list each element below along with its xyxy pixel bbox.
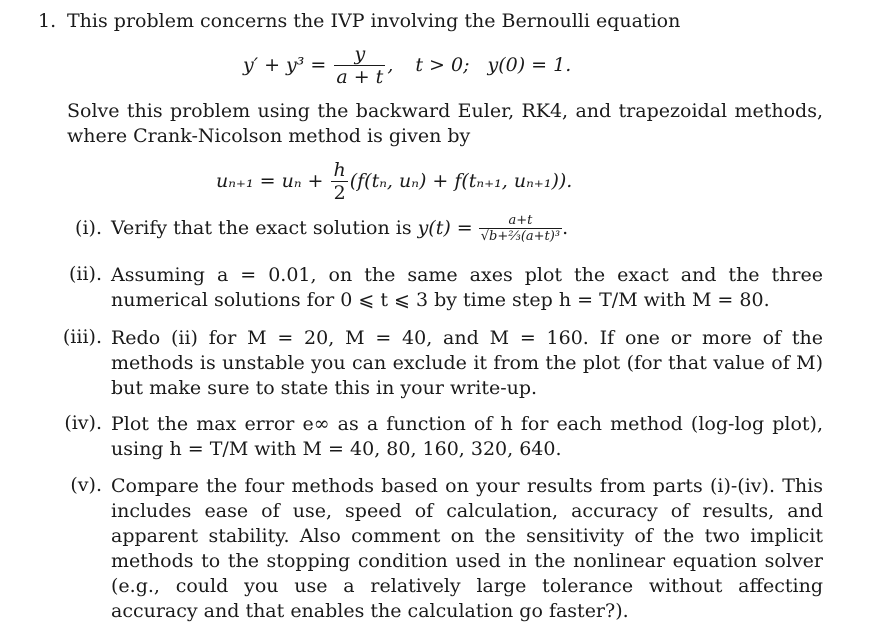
exact-end: . (562, 217, 569, 239)
ivp-frac-den: a + t (336, 65, 384, 88)
ivp-frac-num: y (334, 43, 385, 66)
item-text: Assuming a = 0.01, on the same axes plot the exact and the three numerical solutions for 0 ⩽ t ⩽ 3 by time step h = T/M with M = 80. (111, 264, 823, 311)
item-label: (iv). (64, 412, 102, 434)
cn-rhs: (f(tₙ, uₙ) + f(tₙ₊₁, uₙ₊₁)). (349, 170, 573, 192)
exact-lhs: y(t) = (417, 217, 473, 239)
ivp-cond-init: y(0) = 1. (487, 54, 572, 76)
problem-intro: This problem concerns the IVP involving the Bernoulli equation (67, 10, 681, 32)
exact-fraction (479, 213, 562, 244)
problem-number: 1. (38, 10, 57, 32)
item-label: (v). (70, 474, 102, 496)
cn-lhs: uₙ₊₁ = uₙ + (216, 170, 324, 192)
item-text: Compare the four methods based on your results from parts (i)-(iv). This includes ease of use, speed of calculation, accuracy of results, and apparent stability. Also comment on the sensitivity of the two implicit methods to the stopping condition used in the nonlinear equation solver (e.g., could you use a relatively large tolerance without affecting accuracy and that enables the calculation go faster?). (111, 475, 823, 622)
ivp-cond-t: t > 0; (415, 54, 470, 76)
item-label: (iii). (62, 326, 102, 348)
cn-frac-den: 2 (333, 181, 346, 204)
item-label: (i). (75, 217, 102, 239)
cn-frac-num: h (333, 158, 346, 181)
item-lead: Verify that the exact solution is (111, 217, 412, 239)
cn-equation (216, 157, 572, 205)
exact-frac-den: √b+⅔(a+t)³ (480, 228, 561, 244)
ivp-comma: , (387, 54, 394, 76)
item-text (111, 210, 568, 246)
ivp-lhs: y′ + y³ = (243, 54, 327, 76)
exact-frac-num: a+t (479, 213, 562, 229)
ivp-equation (243, 42, 571, 88)
item-text: Plot the max error e∞ as a function of h for each method (log-log plot), using h = T/M with M = 40, 80, 160, 320, 640. (111, 413, 823, 460)
solve-paragraph: Solve this problem using the backward Euler, RK4, and trapezoidal methods, where Crank-Nicolson method is given by (67, 100, 823, 147)
item-text: Redo (ii) for M = 20, M = 40, and M = 160. If one or more of the methods is unstable you can exclude it from the plot (for that value of M) but make sure to state this in your write-up. (111, 327, 823, 399)
cn-fraction (331, 159, 347, 204)
item-label: (ii). (68, 263, 102, 285)
ivp-fraction (334, 43, 385, 88)
